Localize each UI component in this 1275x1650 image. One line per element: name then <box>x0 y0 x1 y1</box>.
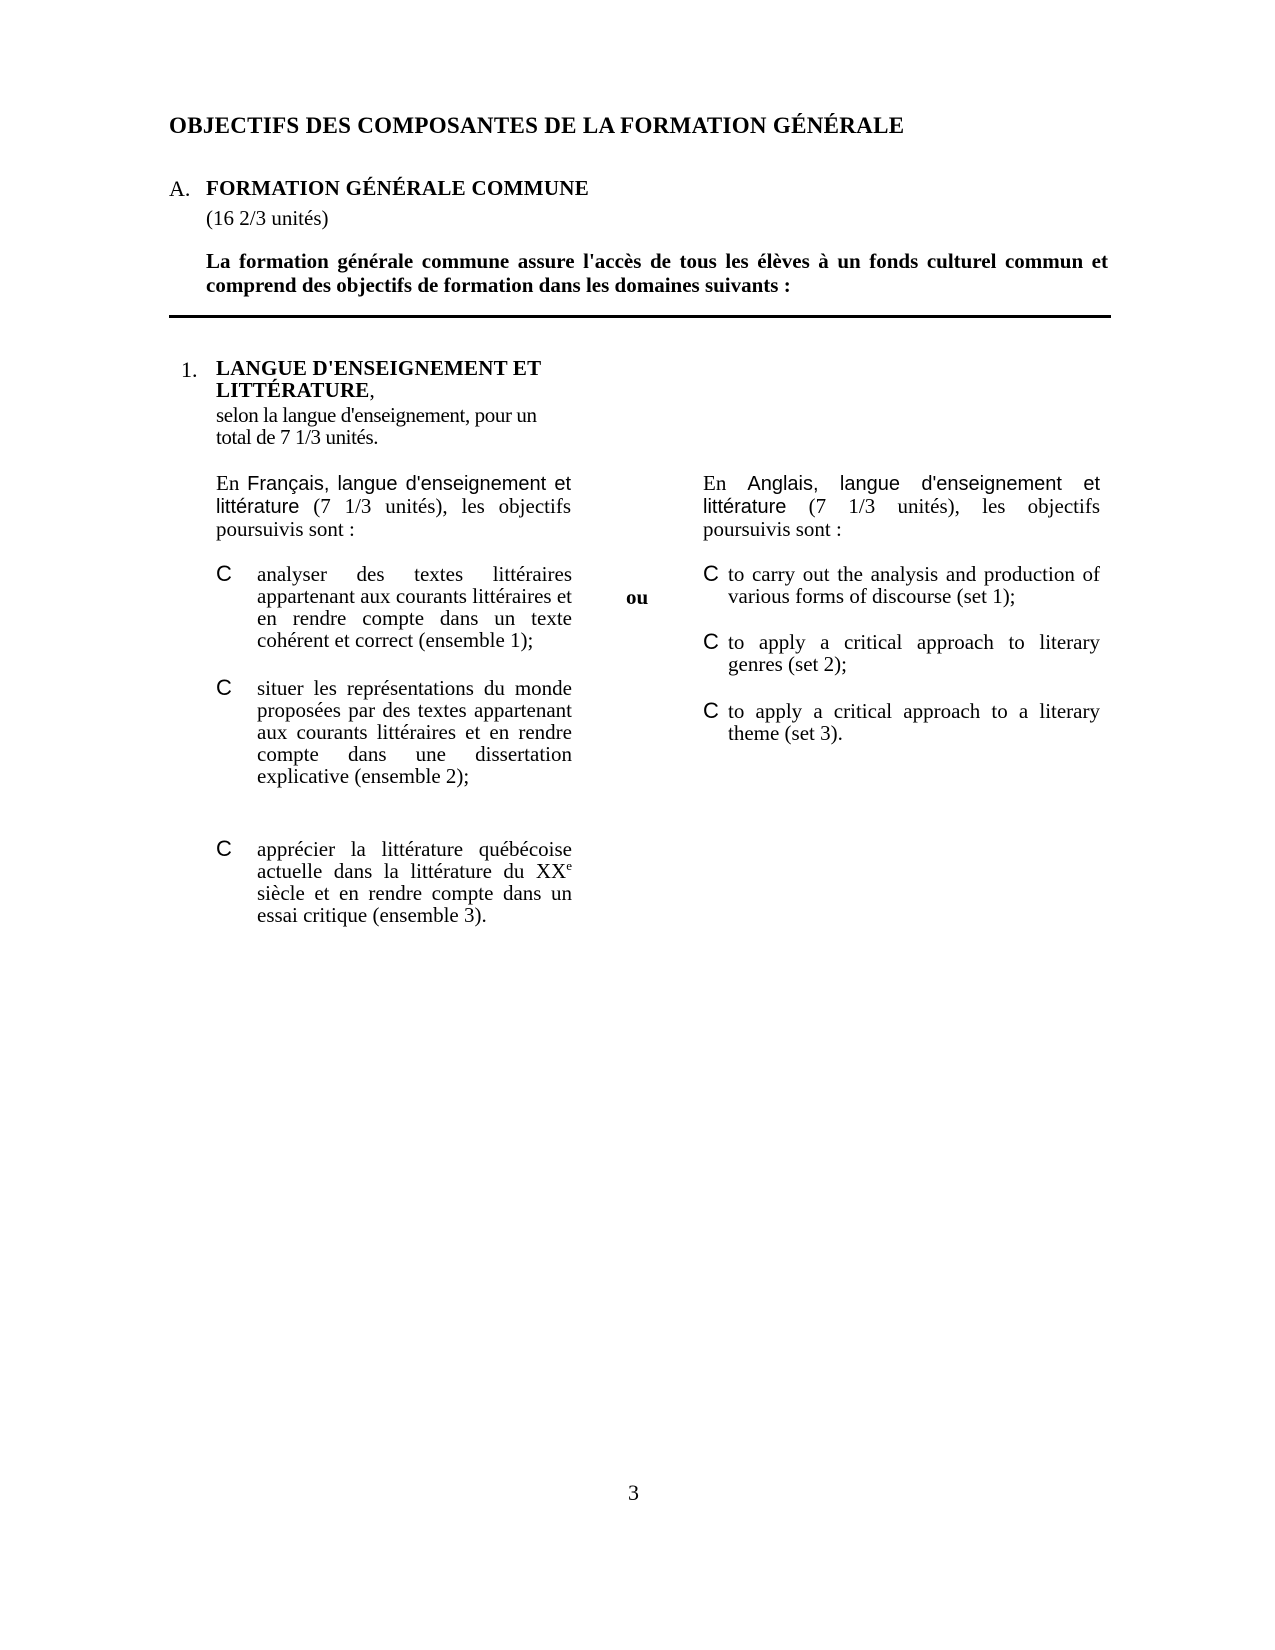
bullet-marker: C <box>703 698 719 723</box>
french-objective-text: situer les représentations du monde proposées par des textes appartenant aux courants littéraires et en rendre compte dans une dissertation explicative (ensemble 2); <box>257 676 572 788</box>
french-objective-3-after: siècle et en rendre compte dans un essai critique (ensemble 3). <box>257 881 572 927</box>
french-lead-prefix: En <box>216 471 248 495</box>
section-letter: A. <box>169 176 191 201</box>
french-course-name: Français, langue d'enseignement et littérature <box>216 473 571 518</box>
item-title <box>216 357 576 401</box>
french-objective-2 <box>216 677 572 787</box>
english-objective-1 <box>703 563 1100 607</box>
french-objective-3-before: apprécier la littérature québécoise actuelle dans la littérature du XX <box>257 837 572 883</box>
page-number: 3 <box>628 1480 639 1505</box>
bullet-marker: C <box>216 836 232 861</box>
section-title: FORMATION GÉNÉRALE COMMUNE <box>206 176 590 200</box>
english-lead-prefix: En <box>703 471 748 495</box>
section-intro: La formation générale commune assure l'accès de tous les élèves à un fonds culturel commun et comprend des objectifs de formation dans les domaines suivants : <box>206 249 1108 297</box>
item-number: 1. <box>181 357 198 382</box>
superscript-e: e <box>566 858 572 873</box>
french-objective-text <box>257 838 572 926</box>
or-separator: ou <box>626 585 649 609</box>
bullet-marker: C <box>703 629 719 654</box>
english-objective-text: to carry out the analysis and production of various forms of discourse (set 1); <box>728 562 1100 608</box>
section-units: (16 2/3 unités) <box>206 206 329 230</box>
page-heading: OBJECTIFS DES COMPOSANTES DE LA FORMATION GÉNÉRALE <box>169 113 905 138</box>
english-course-name: Anglais, langue d'enseignement et littérature <box>703 473 1101 518</box>
english-objective-text: to apply a critical approach to a literary theme (set 3). <box>728 699 1100 745</box>
bullet-marker: C <box>703 561 719 586</box>
french-lead-rest: (7 1/3 unités), les objectifs poursuivis sont : <box>216 494 571 541</box>
item-title-text: LANGUE D'ENSEIGNEMENT ET LITTÉRATURE <box>216 356 541 402</box>
english-objective-2 <box>703 631 1100 675</box>
english-objective-3 <box>703 700 1100 744</box>
bullet-marker: C <box>216 561 232 586</box>
english-objective-text: to apply a critical approach to literary genres (set 2); <box>728 630 1100 676</box>
french-objective-1 <box>216 563 572 651</box>
french-objective-text: analyser des textes littéraires appartenant aux courants littéraires et en rendre compte dans un texte cohérent et correct (ensemble 1); <box>257 562 572 652</box>
english-lead-rest: (7 1/3 unités), les objectifs poursuivis sont : <box>703 494 1100 541</box>
bullet-marker: C <box>216 675 232 700</box>
french-objective-3 <box>216 838 572 926</box>
english-lead <box>703 472 1100 540</box>
item-subtitle: selon la langue d'enseignement, pour un total de 7 1/3 unités. <box>216 403 537 449</box>
item-title-suffix: , <box>369 378 375 402</box>
french-lead <box>216 472 571 540</box>
horizontal-rule <box>169 315 1111 318</box>
